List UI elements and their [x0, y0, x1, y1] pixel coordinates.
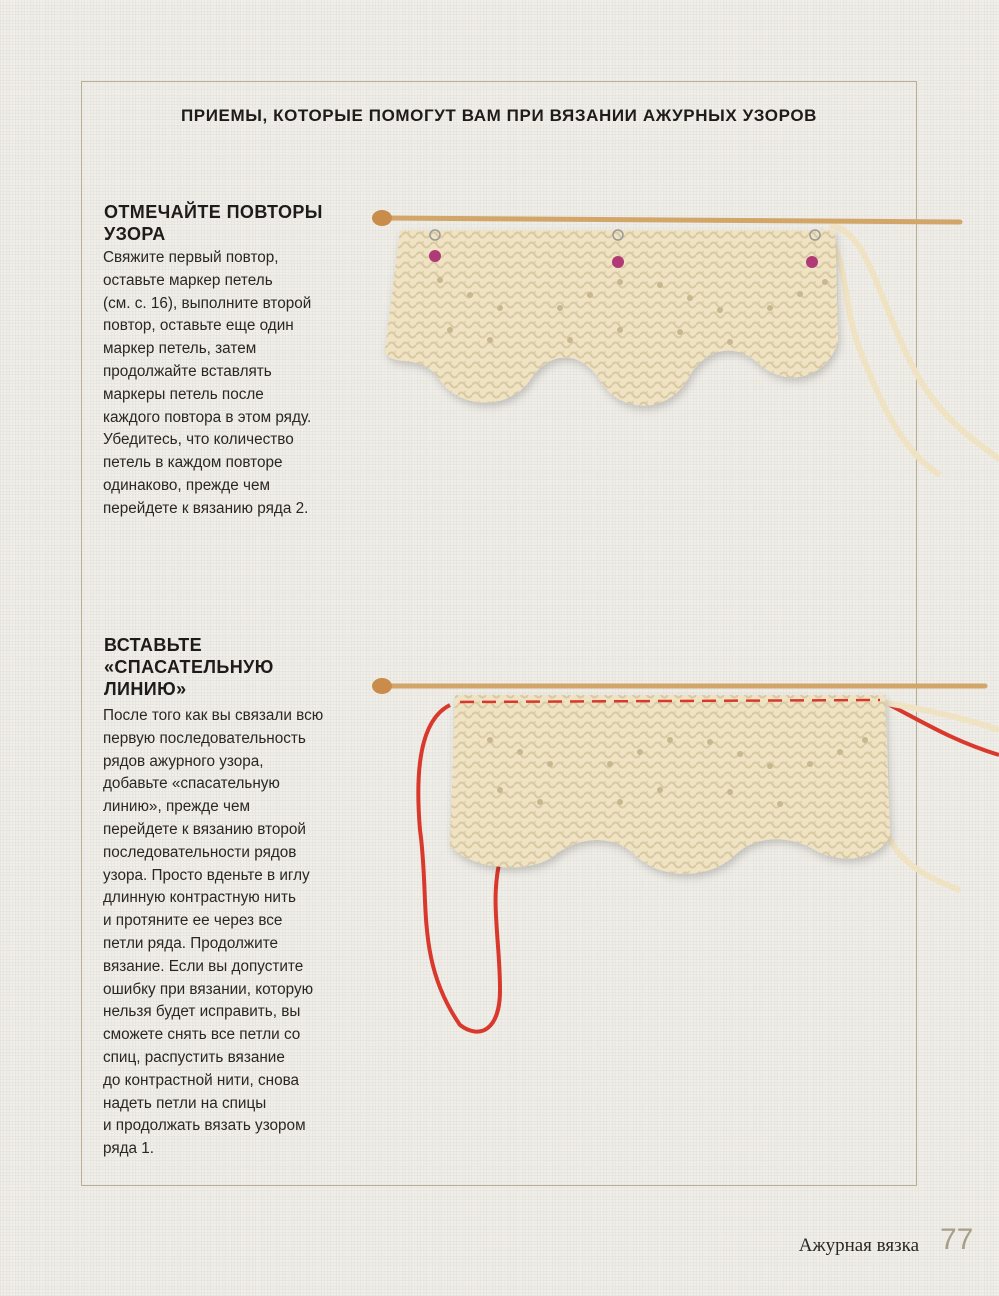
- section-body-markers: Свяжите первый повтор, оставьте маркер петель (см. с. 16), выполните второй повтор, оставьте еще один маркер петель, затем продолжайте вставлять маркеры петель после каждого повтора в этом ряду. Убедитесь, что количество петель в каждом повторе одинаково, прежде чем перейдете к вязанию ряда 2.: [103, 249, 312, 517]
- lifeline-thread-right: [880, 700, 999, 755]
- yarn-tail: [820, 230, 940, 475]
- knitted-swatch: [385, 230, 838, 406]
- page-number: 77: [940, 1223, 974, 1256]
- section-body-lifeline: После того как вы связали всю первую последовательность рядов ажурного узора, добавьте «спасательную линию», прежде чем перейдете к вязанию второй последовательности рядов узора. Просто вденьте в иглу длинную контрастную нить и протяните ее через все петли ряда. Продолжите вязание. Если вы допустите ошибку при вязании, которую нельзя будет исправить, вы сможете снять все петли со спиц, распустить вязание до контрастной нити, снова надеть петли на спицы и продолжать вязать узором ряда 1.: [103, 707, 324, 1158]
- section-title-markers: ОТМЕЧАЙТЕ ПОВТОРЫ УЗОРА: [104, 202, 323, 244]
- yarn-tail-2: [885, 830, 960, 890]
- needle-knob: [372, 210, 392, 226]
- knitting-photo-lifeline: [360, 660, 999, 1040]
- knitting-photo-stitch-markers: [360, 190, 999, 490]
- yarn-tail: [880, 702, 999, 730]
- section-title-lifeline: ВСТАВЬТЕ «СПАСАТЕЛЬНУЮ ЛИНИЮ»: [104, 635, 274, 699]
- knitted-swatch: [450, 695, 890, 874]
- footer-section-title: Ажурная вязка: [798, 1235, 919, 1256]
- needle-knob: [372, 678, 392, 694]
- knitting-needle: [380, 218, 960, 222]
- page-heading: ПРИЕМЫ, КОТОРЫЕ ПОМОГУТ ВАМ ПРИ ВЯЗАНИИ АЖУРНЫХ УЗОРОВ: [180, 106, 818, 125]
